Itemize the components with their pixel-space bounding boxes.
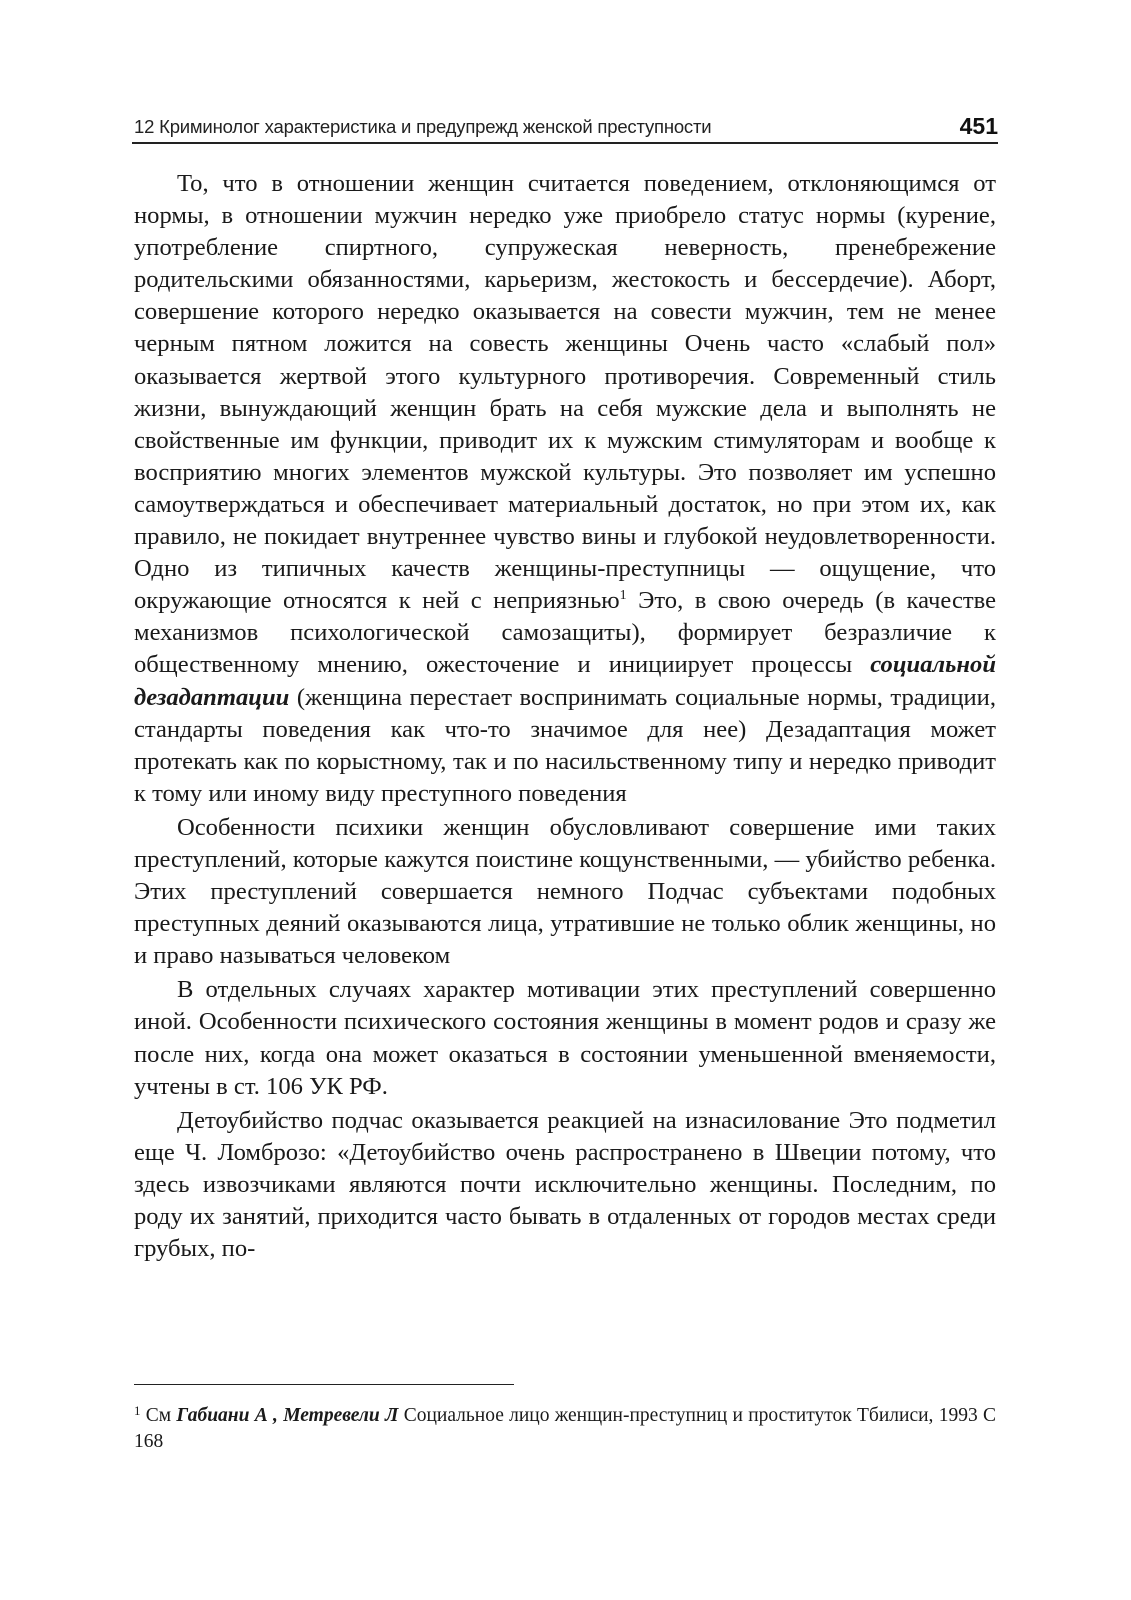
body-text (134, 168, 996, 1267)
paragraph-1-text-c: (женщина перестает воспринимать социальные нормы, традиции, стандарты поведения как что-то значимое для нее) Дезадаптация может протекать как по корыстному, так и по насильственному типу и нередко приводит к тому или иному виду преступного поведения (134, 683, 996, 807)
footnote (134, 1403, 996, 1455)
footnote-authors: Габиани А , Метревели Л (176, 1405, 399, 1426)
footnote-prefix: См (140, 1405, 177, 1426)
paragraph-1 (134, 168, 996, 810)
paragraph-1-text-a: То, что в отношении женщин считается поведением, отклоняющимся от нормы, в отношении мужчин нередко уже приобрело статус нормы (курение, употребление спиртного, супружеская неверность, пренебрежение родительскими обязанностями, карьеризм, жестокость и бессердечие). Аборт, совершение которого нередко оказывается на совести мужчин, тем не менее черным пятном ложится на совесть женщины Очень часто «слабый пол» оказывается жертвой этого культурного противоречия. Современный стиль жизни, вынуждающий женщин брать на себя мужские дела и выполнять не свойственные им функции, приводит их к мужским стимуляторам и вообще к восприятию многих элементов мужской культуры. Это позволяет им успешно самоутверждаться и обеспечивает материальный достаток, но при этом их, как правило, не покидает внутреннее чувство вины и глубокой неудовлетворенности. Одно из типичных качеств женщины-преступницы — ощущение, что окружающие относятся к ней с неприязнью (134, 170, 996, 615)
paragraph-3: В отдельных случаях характер мотивации этих преступлений совершенно иной. Особенности психического состояния женщины в момент родов и сразу же после них, когда она может оказаться в состоянии уменьшенной вменяемости, учтены в ст. 106 УК РФ. (134, 976, 996, 1100)
page-number: 451 (959, 113, 998, 139)
footnote-reference: 1 (619, 588, 627, 604)
running-head (132, 112, 998, 144)
paragraph-4: Детоубийство подчас оказывается реакцией на изнасилование Это подметил еще Ч. Ломброзо: «Детоубийство очень распространено в Швеции потому, что здесь извозчиками являются почти исключительно женщины. Последним, по роду их занятий, приходится часто бывать в отдаленных от городов местах среди грубых, по- (134, 1106, 996, 1263)
footnote-number: 1 (134, 1403, 141, 1418)
footnote-text: Социальное лицо женщин-преступниц и проституток Тбилиси, 1993 С 168 (134, 1405, 997, 1452)
emphasis-term: социальной дезадаптации (134, 651, 996, 711)
paragraph-1-text-b: Это, в свою очередь (в качестве механизмов психологической самозащиты), формирует безразличие к общественному мнению, ожесточение и инициирует процессы (134, 587, 996, 679)
paragraph-2: Особенности психики женщин обусловливают совершение ими таких преступлений, которые кажутся поистине кощунственными, — убийство ребенка. Этих преступлений совершается немного Подчас субъектами подобных преступных деяний оказываются лица, утратившие не только облик женщины, но и право называться человеком (134, 813, 996, 970)
running-title: 12 Криминолог характеристика и предупрежд женской преступности (134, 116, 712, 137)
footnote-divider (134, 1384, 514, 1385)
